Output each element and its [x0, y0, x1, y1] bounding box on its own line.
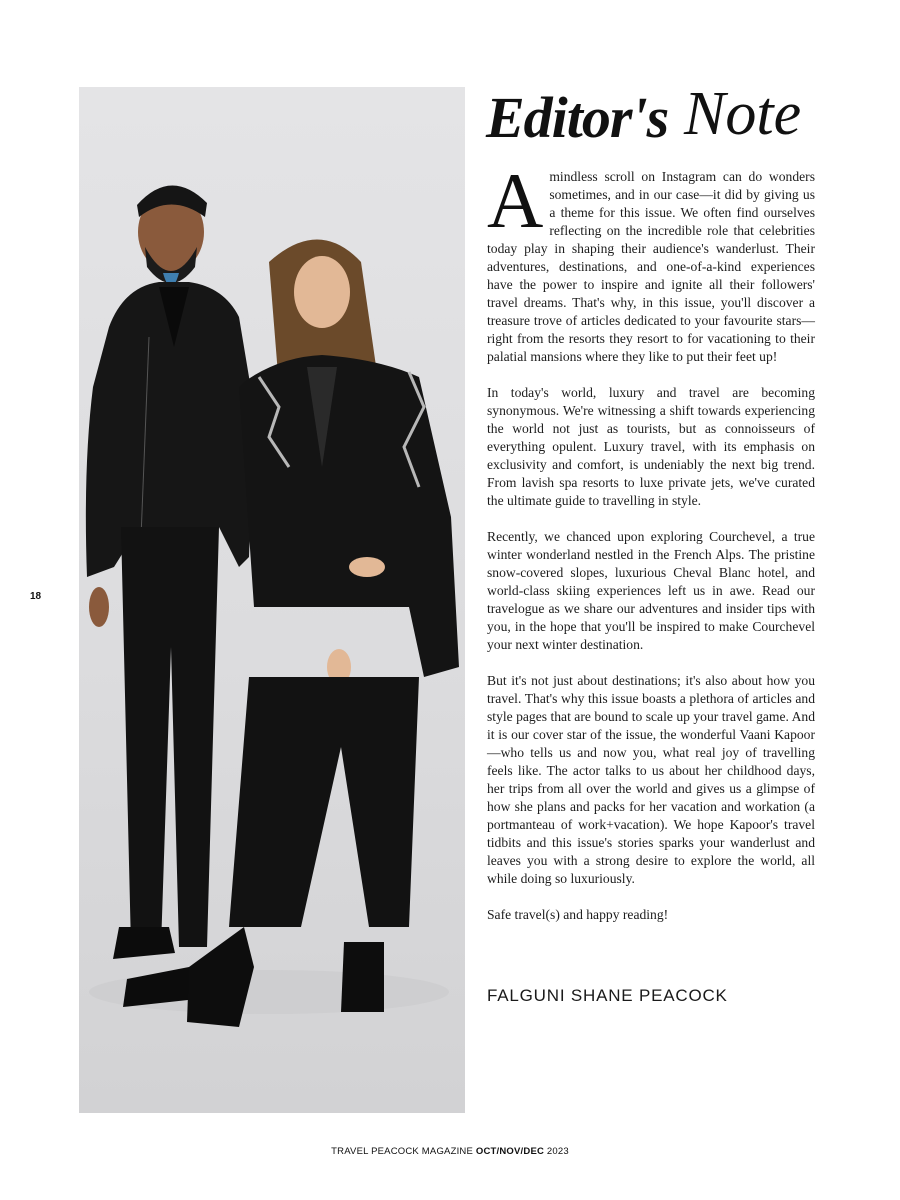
title-editors: Editor's	[486, 85, 669, 150]
couple-photo-illustration	[79, 87, 465, 1113]
paragraph-2: In today's world, luxury and travel are becoming synonymous. We're witnessing a shift towards experiencing the world not just as tourists, but as connoisseurs of everything opulent. Luxury travel, with its emphasis on exclusivity and comfort, is undeniably the next big trend. From lavish spa resorts to luxe private jets, we've curated the ultimate guide to travelling in style.	[487, 385, 815, 508]
footer-issue: OCT/NOV/DEC	[475, 1146, 545, 1157]
paragraph-3: Recently, we chanced upon exploring Courchevel, a true winter wonderland nestled in the French Alps. The pristine snow-covered slopes, luxurious Cheval Blanc hotel, and world-class skiing experiences left us in awe. Read our travelogue as we share our adventures and insider tips with you, in the hope that you'll be inspired to make Courchevel your next winter destination.	[487, 529, 815, 652]
paragraph-5: Safe travel(s) and happy reading!	[487, 907, 669, 922]
page-footer	[0, 1146, 900, 1157]
title-note-script	[682, 78, 832, 160]
editor-signature: FALGUNI SHANE PEACOCK	[487, 986, 728, 1005]
man-figure	[86, 185, 254, 1007]
page-number: 18	[30, 591, 42, 602]
paragraph-4: But it's not just about destinations; it's also about how you travel. That's why this issue boasts a plethora of articles and style pages that are bound to scale up your travel game. And it is our cover star of the issue, the wonderful Vaani Kapoor—who tells us and now you, what real joy of travelling feels like. The actor talks to us about her childhood days, her trips from all over the world and gives us a glimpse of how she plans and packs for her vacation and workation (a portmanteau of work+vacation). We hope Kapoor's travel tidbits and this issue's stories sparks your wanderlust and leaves you with a strong desire to explore the world, all while doing so luxuriously.	[487, 673, 815, 886]
paragraph-1: A mindless scroll on Instagram can do wonders sometimes, and in our case—it did by giving us a theme for this issue. We often find ourselves reflecting on the incredible role that celebrities today play in shaping their audience's wanderlust. Their adventures, destinations, and one-of-a-kind experiences have the power to inspire and ignite all their followers' travel dreams. That's why, in this issue, you'll discover a treasure trove of articles dedicated to your favourite stars—right from the resorts they resort to for vacationing to their palatial mansions where they like to put their feet up!	[487, 157, 815, 364]
editorial-body	[487, 157, 815, 942]
footer-year: 2023	[544, 1146, 569, 1157]
title-note: Note	[684, 80, 802, 148]
drop-cap: A	[487, 157, 544, 244]
cover-photo	[79, 87, 465, 1113]
footer-magazine: TRAVEL PEACOCK MAGAZINE	[331, 1146, 476, 1157]
editors-note-title	[486, 78, 831, 160]
